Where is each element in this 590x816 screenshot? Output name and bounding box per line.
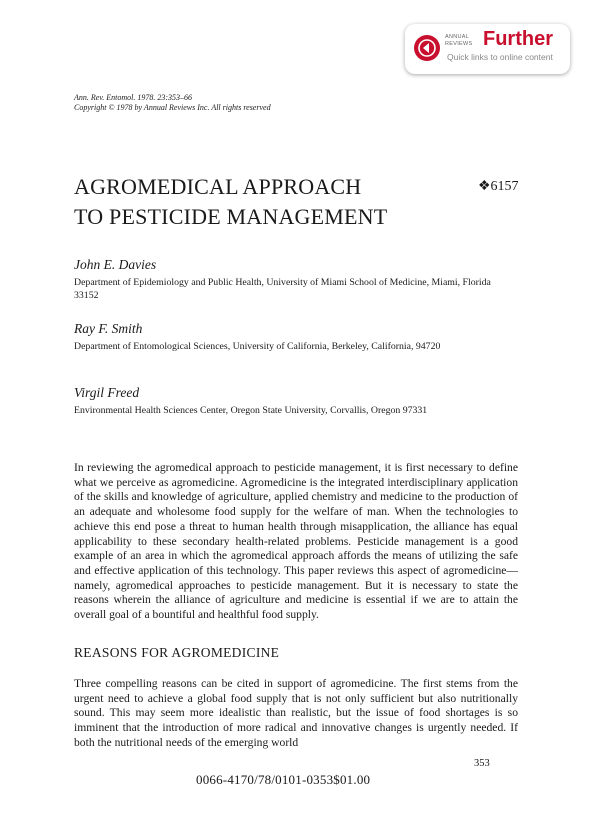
annual-reviews-logo-text bbox=[445, 34, 472, 47]
play-icon bbox=[414, 35, 440, 61]
author-block bbox=[74, 320, 494, 353]
brand-line-1: ANNUAL bbox=[445, 34, 470, 40]
author-affiliation: Department of Epidemiology and Public Health, University of Miami School of Medicine, Miami, Florida 33152 bbox=[74, 277, 491, 301]
title-line-2: TO PESTICIDE MANAGEMENT bbox=[74, 204, 388, 229]
author-block bbox=[74, 256, 494, 302]
author-block bbox=[74, 384, 494, 417]
citation-line: Ann. Rev. Entomol. 1978. 23:353–66 bbox=[74, 93, 193, 102]
author-affiliation: Department of Entomological Sciences, University of California, Berkeley, California, 94720 bbox=[74, 341, 441, 352]
author-name: John E. Davies bbox=[74, 257, 157, 272]
brand-line-2: REVIEWS bbox=[445, 40, 473, 47]
journal-citation bbox=[74, 93, 271, 113]
author-name: Ray F. Smith bbox=[74, 321, 143, 336]
body-paragraph: Three compelling reasons can be cited in support of agromedicine. The first stems from the urgent need to achieve a global food supply that is not only sufficient but also nutritionally sound. This may seem more idealistic than realistic, but the issue of food shortages is so imminent that the introduction of more radical and innovative changes is urgently needed. If both the nutritional needs of the emerging world bbox=[74, 677, 518, 749]
article-title bbox=[74, 172, 474, 232]
further-label: Further bbox=[483, 28, 553, 50]
article-code: ❖6157 bbox=[478, 179, 519, 194]
page-number: 353 bbox=[474, 758, 490, 769]
further-tagline: Quick links to online content bbox=[447, 52, 553, 62]
section-heading: REASONS FOR AGROMEDICINE bbox=[74, 645, 280, 660]
author-name: Virgil Freed bbox=[74, 385, 140, 400]
copyright-line: Copyright © 1978 by Annual Reviews Inc. All rights reserved bbox=[74, 103, 271, 112]
title-line-1: AGROMEDICAL APPROACH bbox=[74, 174, 362, 199]
author-affiliation: Environmental Health Sciences Center, Oregon State University, Corvallis, Oregon 97331 bbox=[74, 405, 428, 416]
annual-reviews-further-badge[interactable] bbox=[405, 24, 570, 74]
abstract-paragraph: In reviewing the agromedical approach to pesticide management, it is first necessary to define what we perceive as agromedicine. Agromedicine is the integrated interdisciplinary application of the skills and knowledge of agriculture, applied chemistry and medicine to the production of an adequate and wholesome food supply for the welfare of man. When the technologies to achieve this end pose a threat to human health through misapplication, the alliance has equal applicability to these secondary health-related problems. Pesticide management is a good example of an area in which the agromedical approach affords the means of utilizing the safe and effective application of this technology. This paper reviews this aspect of agromedicine—namely, agromedical approaches to pesticide management. But it is necessary to state the reasons wherein the alliance of agriculture and medicine is essential if we are to attain the overall goal of a bountiful and healthful food supply. bbox=[74, 461, 518, 622]
footer-code: 0066-4170/78/0101-0353$01.00 bbox=[196, 772, 371, 787]
